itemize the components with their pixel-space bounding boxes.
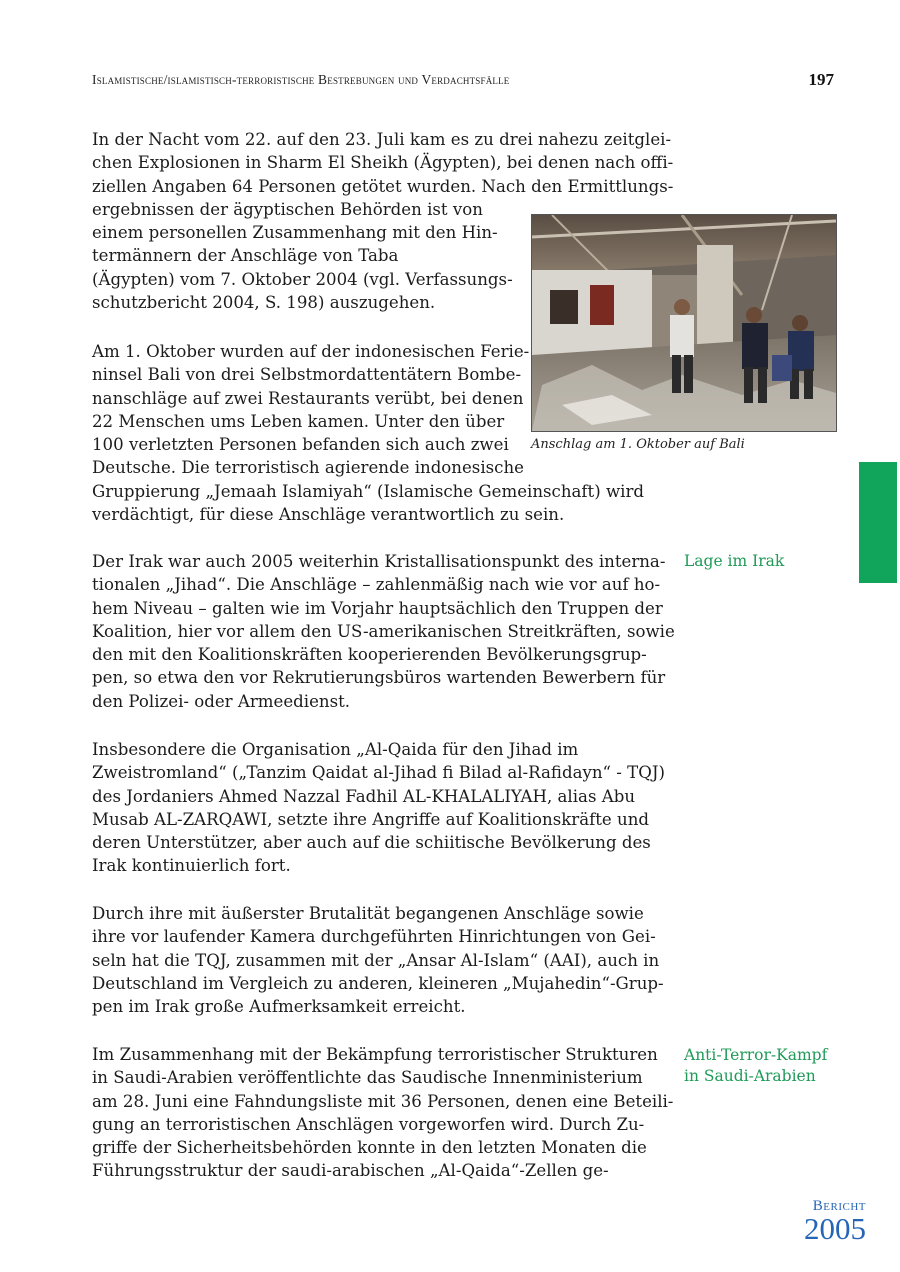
- text-line: ziellen Angaben 64 Personen getötet wurden. Nach den Ermittlungs-: [92, 176, 674, 196]
- text-line: des Jordaniers Ahmed Nazzal Fadhil AL-KHALALIYAH, alias Abu: [92, 786, 636, 806]
- text-line: Deutsche. Die terroristisch agierende indonesische: [92, 458, 524, 478]
- text-line: nanschläge auf zwei Restaurants verübt, bei denen: [92, 388, 524, 408]
- text-line: ihre vor laufender Kamera durchgeführten Hinrichtungen von Gei-: [92, 927, 656, 947]
- text-line: Der Irak war auch 2005 weiterhin Kristallisationspunkt des interna-: [92, 552, 666, 571]
- text-line: Zweistromland“ („Tanzim Qaidat al-Jihad fi Bilad al-Rafidayn“ - TQJ): [92, 763, 665, 783]
- text-line: gung an terroristischen Anschlägen vorgeworfen wird. Durch Zu-: [92, 1114, 645, 1134]
- text-line: Führungsstruktur der saudi-arabischen „Al-Qaida“-Zellen ge-: [92, 1161, 609, 1181]
- text-line: Gruppierung „Jemaah Islamiyah“ (Islamische Gemeinschaft) wird: [92, 481, 645, 501]
- header-title: Islamistische/islamistisch-terroristische Bestrebungen und Verdachtsfälle: [92, 72, 510, 87]
- text-line: seln hat die TQJ, zusammen mit der „Ansar Al-Islam“ (AAI), auch in: [92, 950, 660, 970]
- text-line: ergebnissen der ägyptischen Behörden ist von: [92, 199, 483, 219]
- margin-note-lage-im-irak: [684, 551, 784, 572]
- text-line: Deutschland im Vergleich zu anderen, kleineren „Mujahedin“-Grup-: [92, 973, 664, 993]
- text-line: pen im Irak große Aufmerksamkeit erreicht.: [92, 997, 466, 1017]
- text-line: pen, so etwa den vor Rekrutierungsbüros wartenden Bewerbern für: [92, 668, 666, 688]
- photo-illustration: [532, 215, 836, 431]
- bali-attack-photo: [531, 214, 837, 432]
- text-line: In der Nacht vom 22. auf den 23. Juli kam es zu drei nahezu zeitglei-: [92, 130, 672, 149]
- paragraph-tqj: [92, 738, 665, 878]
- text-line: verdächtigt, für diese Anschläge verantwortlich zu sein.: [92, 505, 565, 525]
- text-line: griffe der Sicherheitsbehörden konnte in den letzten Monaten die: [92, 1138, 647, 1158]
- margin-note-anti-terror: [684, 1045, 827, 1087]
- margin-note-line: Lage im Irak: [684, 552, 785, 570]
- text-line: Am 1. Oktober wurden auf der indonesischen Ferie-: [92, 342, 530, 361]
- text-line: ninsel Bali von drei Selbstmordattentätern Bombe-: [92, 365, 522, 385]
- margin-note-line: in Saudi-Arabien: [684, 1067, 816, 1085]
- chapter-tab-marker: [859, 462, 897, 583]
- running-header: [92, 70, 834, 92]
- text-line: den Polizei- oder Armeedienst.: [92, 691, 351, 711]
- text-line: termännern der Anschläge von Taba: [92, 246, 399, 266]
- logo-word: Bericht: [812, 1198, 866, 1214]
- paragraph-irak: [92, 550, 675, 713]
- text-line: schutzbericht 2004, S. 198) auszugehen.: [92, 293, 436, 313]
- text-line: tionalen „Jihad“. Die Anschläge – zahlenmäßig nach wie vor auf ho-: [92, 575, 661, 595]
- text-line: Irak kontinuierlich fort.: [92, 856, 291, 876]
- text-line: in Saudi-Arabien veröffentlichte das Saudische Innenministerium: [92, 1068, 643, 1088]
- text-line: am 28. Juni eine Fahndungsliste mit 36 Personen, denen eine Beteili-: [92, 1091, 674, 1111]
- text-line: chen Explosionen in Sharm El Sheikh (Ägypten), bei denen nach offi-: [92, 153, 674, 173]
- text-line: hem Niveau – galten wie im Vorjahr hauptsächlich den Truppen der: [92, 598, 663, 618]
- text-line: 100 verletzten Personen befanden sich auch zwei: [92, 435, 509, 455]
- footer-logo: [804, 1198, 866, 1244]
- text-line: Musab AL-ZARQAWI, setzte ihre Angriffe auf Koalitionskräfte und: [92, 809, 650, 829]
- paragraph-saudi-arabien: [92, 1043, 673, 1183]
- text-line: den mit den Koalitionskräften kooperierenden Bevölkerungsgrup-: [92, 645, 647, 665]
- page-number: 197: [808, 70, 834, 89]
- text-line: Insbesondere die Organisation „Al-Qaida für den Jihad im: [92, 740, 579, 759]
- photo-caption: Anschlag am 1. Oktober auf Bali: [531, 437, 745, 452]
- logo-year: 2005: [804, 1211, 866, 1246]
- text-line: einem personellen Zusammenhang mit den Hin-: [92, 223, 498, 243]
- margin-note-line: Anti-Terror-Kampf: [684, 1046, 828, 1064]
- text-line: Im Zusammenhang mit der Bekämpfung terroristischer Strukturen: [92, 1045, 658, 1064]
- text-line: deren Unterstützer, aber auch auf die schiitische Bevölkerung des: [92, 833, 651, 853]
- text-line: (Ägypten) vom 7. Oktober 2004 (vgl. Verfassungs-: [92, 269, 513, 289]
- text-line: Koalition, hier vor allem den US-amerikanischen Streitkräften, sowie: [92, 621, 675, 641]
- text-line: 22 Menschen ums Leben kamen. Unter den über: [92, 411, 505, 431]
- paragraph-brutalitaet: [92, 902, 664, 1018]
- text-line: Durch ihre mit äußerster Brutalität begangenen Anschläge sowie: [92, 904, 644, 923]
